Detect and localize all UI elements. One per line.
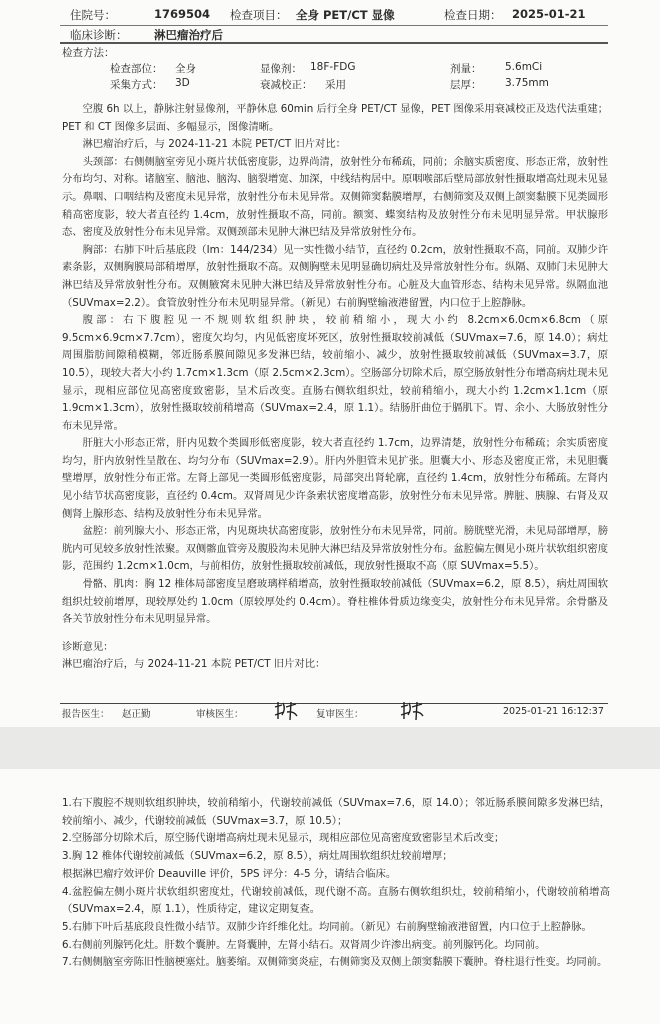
attenuation-value: 采用 — [325, 79, 346, 91]
finding-paragraph: 腹部：右下腹腔见一不规则软组织肿块，较前稍缩小，现大小约 8.2cm×6.0cm×6.8cm（原 9.5cm×6.9cm×7.7cm），密度欠均匀，内见低密度坏死区，放射性摄取较前减低（SUVmax=7.6，原 14.0）；病灶周围脂肪间隙稍模糊，邻近肠系膜间隙见多发淋巴结，较前缩小、减少，放射性摄取较前减低（SUVmax=3.7，原 10.5），现较大者大小约 1.7cm×1.3cm（原 2.5cm×2.3cm）。空肠部分切除术后，原空肠放射性分布增高病灶现未见显示，现相应部位见高密度致密影，呈术后改变。直肠右侧软组织灶，较前稍缩小，现大小约 1.2cm×1.1cm（原 1.9cm×1.3cm），放射性摄取较前稍增高（SUVmax=2.4，原 1.1）。结肠肝曲位于膈肌下。胃、余小、大肠放射性分布未见异常。 — [62, 314, 608, 432]
finding-paragraph: 肝脏大小形态正常，肝内见数个类圆形低密度影，较大者直径约 1.7cm，边界清楚，放射性分布稀疏；余实质密度均匀，肝内放射性呈散在、均匀分布（SUVmax=2.9）。肝内外胆管未见扩张。胆囊大小、形态及密度正常，未见胆囊壁增厚，放射性分布正常。左肾上部见一类圆形低密度影，局部突出肾轮廓，直径约 1.4cm，放射性分布稀疏。左肾内见小结节状高密度影，直径约 0.4cm。双肾周见少许条索状密度增高影，放射性分布未见异常。脾脏、胰腺、右肾及双侧肾上腺形态、结构及放射性分布未见异常。 — [62, 437, 608, 520]
page-gap — [0, 727, 660, 769]
reporter-label: 报告医生： — [62, 709, 110, 720]
dose-value: 5.6mCi — [505, 61, 543, 73]
conclusion-item: 2.空肠部分切除术后，原空肠代谢增高病灶现未见显示，现相应部位见高密度致密影呈术后改变； — [62, 832, 505, 845]
conclusion-item: 6.右侧前列腺钙化灶。肝数个囊肿。左肾囊肿，左肾小结石。双肾周少许渗出病变。前列腺钙化。均同前。 — [62, 938, 546, 951]
conclusion-item: 3.胸 12 椎体代谢较前减低（SUVmax=6.2，原 8.5），病灶周围软组织灶较前增厚； — [62, 850, 453, 863]
diagnosis: 淋巴瘤治疗后 — [154, 28, 223, 42]
dose-label: 剂量： — [450, 63, 482, 75]
reviewer-label: 审核医生： — [196, 709, 244, 720]
finding-paragraph: 盆腔：前列腺大小、形态正常，内见斑块状高密度影，放射性分布未见异常，同前。膀胱壁光滑，未见局部增厚，膀胱内可见较多放射性浓聚。双侧髂血管旁及腹股沟未见肿大淋巴结及异常放射性分布。盆腔偏左侧见小斑片状软组织密度影，范围约 1.2cm×1.0cm，与前相仿，放射性摄取较前减低，现放射性摄取不高（原 SUVmax=5.5）。 — [62, 525, 608, 573]
diagnosis-label: 临床诊断： — [70, 28, 128, 42]
conclusion-item: 1.右下腹腔不规则软组织肿块，较前稍缩小，代谢较前减低（SUVmax=7.6，原 14.0）；邻近肠系膜间隙多发淋巴结，较前缩小、减少，代谢较前减低（SUVmax=3.7，原 10.5）； — [62, 797, 610, 827]
attenuation-label: 衰减校正： — [260, 79, 313, 91]
thickness-value: 3.75mm — [505, 77, 549, 89]
exam-date: 2025-01-21 — [512, 7, 586, 21]
acquisition-label: 采集方式： — [110, 79, 163, 91]
conclusions-section — [62, 795, 610, 972]
impression-title: 诊断意见： — [62, 640, 114, 653]
report-datetime: 2025-01-21 16:12:37 — [503, 706, 604, 717]
thickness-label: 层厚： — [450, 79, 482, 91]
recheck-label: 复审医生： — [316, 709, 364, 720]
conclusion-item: 4.盆腔偏左侧小斑片状软组织密度灶，代谢较前减低，现代谢不高。直肠右侧软组织灶，较前稍缩小，代谢较前稍增高（SUVmax=2.4，原 1.1），性质待定，建议定期复查。 — [62, 885, 610, 916]
exam-item: 全身 PET/CT 显像 — [296, 8, 395, 22]
conclusion-item: 5.右肺下叶后基底段良性微小结节。双肺少许纤维化灶。均同前。（新见）右前胸壁输液港留置，内口位于上腔静脉。 — [62, 920, 592, 933]
hospital-no: 1769504 — [154, 7, 211, 21]
acquisition-value: 3D — [175, 77, 190, 89]
conclusion-item: 7.右侧侧脑室旁陈旧性脑梗塞灶。脑萎缩。双侧筛窦炎症，右侧筛窦及双侧上颌窦黏膜下囊肿。脊柱退行性变。均同前。 — [62, 956, 608, 969]
site-value: 全身 — [175, 63, 196, 75]
site-label: 检查部位： — [110, 63, 163, 75]
reviewer-signature — [272, 699, 300, 723]
finding-paragraph: 空腹 6h 以上，静脉注射显像剂，平静休息 60min 后行全身 PET/CT 显像，PET 图像采用衰减校正及迭代法重建；PET 和 CT 图像多层面、多幅显示，图像清晰。 — [62, 103, 608, 133]
finding-paragraph: 骨骼、肌肉：胸 12 椎体局部密度呈磨玻璃样稍增高，放射性摄取较前减低（SUVmax=6.2，原 8.5），病灶周围软组织灶较前增厚，现较厚处约 1.0cm（原较厚处约 0.4cm）。脊柱椎体骨质边缘变尖，放射性分布未见异常。余骨骼及各关节放射性分布未见明显异常。 — [62, 578, 608, 626]
finding-paragraph: 胸部：右肺下叶后基底段（Im：144/234）见一实性微小结节，直径约 0.2cm，放射性摄取不高，同前。双肺少许素条影，双侧胸膜局部稍增厚，放射性摄取不高。双侧胸壁未见明显确切病灶及异常放射性分布。纵隔、双肺门未见肿大淋巴结及异常放射性分布。双侧腋窝未见肿大淋巴结及异常放射性分布。心脏及大血管形态、结构未见异常。纵隔血池（SUVmax=2.2）。食管放射性分布未见明显异常。（新见）右前胸壁输液港留置，内口位于上腔静脉。 — [62, 243, 608, 309]
agent-label: 显像剂： — [260, 63, 302, 75]
footer-rule — [60, 703, 608, 704]
finding-paragraph: 头颈部：右侧侧脑室旁见小斑片状低密度影，边界尚清，放射性分布稀疏，同前；余脑实质密度、形态正常，放射性分布均匀、对称。诸脑室、脑池、脑沟、脑裂增宽、加深，中线结构居中。原咽喉部后壁局部放射性摄取增高灶现未见显示。鼻咽、口咽结构及密度未见异常，放射性分布未见异常。双侧筛窦黏膜增厚，右侧筛窦及双侧上颌窦黏膜下见类圆形稍高密度影，较大者直径约 1.4cm，放射性摄取不高，同前。额窦、蝶窦结构及放射性分布未见明显异常。甲状腺形态、密度及放射性分布未见异常。双侧颈部未见肿大淋巴结及异常放射性分布。 — [62, 155, 608, 239]
hospital-no-label: 住院号： — [70, 8, 116, 22]
finding-paragraph: 淋巴瘤治疗后，与 2024-11-21 本院 PET/CT 旧片对比： — [82, 138, 346, 151]
exam-item-label: 检查项目： — [230, 8, 288, 22]
findings-section — [62, 101, 608, 674]
header-divider — [60, 25, 608, 26]
conclusion-item: 根据淋巴瘤疗效评价 Deauville 评价，5PS 评分：4-5 分，请结合临床。 — [62, 867, 397, 880]
exam-date-label: 检查日期： — [444, 8, 502, 22]
method-title: 检查方法： — [62, 47, 115, 59]
recheck-signature — [398, 699, 426, 723]
header-bottom-rule — [60, 42, 608, 44]
reporter-name: 赵正勤 — [122, 709, 151, 720]
agent-value: 18F-FDG — [310, 61, 356, 73]
impression-intro: 淋巴瘤治疗后，与 2024-11-21 本院 PET/CT 旧片对比： — [62, 658, 326, 671]
